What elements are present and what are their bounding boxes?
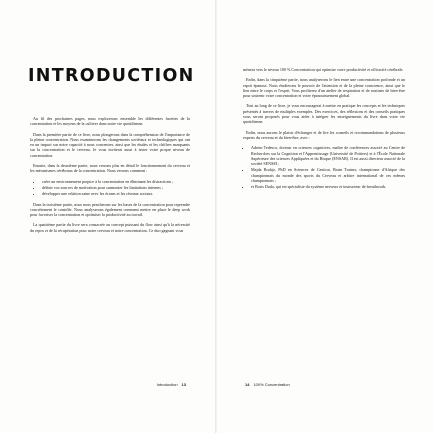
chapter-title: INTRODUCTION [28,66,195,86]
paragraph: Dans la première partie de ce livre, nous plongerons dans la compréhension de l'importance de la pleine concentration. Nous examinerons les changements sociétaux et technologiques qui ont eu un impact sur notre capacité à nous concentrer, ainsi que les études et les chiffres marquants sur la concentration et le cerveau. Je vous inviterai aussi à tester votre propre niveau de concentration. [30,131,190,158]
page-footer [241,382,290,387]
running-footer-label: 100% Concentration [253,382,290,387]
paragraph: mènera vers le niveau 100 % Concentration qui optimise votre productivité et efficacité cérébrale. [243,67,404,72]
list-item: • et Boris Duda, qui est spécialiste du système nerveux et instructeur de breathwork. [251,184,405,189]
list-item: • Majda Brahjo, PhD en Sciences de Gestion, Brain Trainer, championne d'Afrique des championnats du monde des sports du Cerveau et arbitre international de ces mêmes championnats ; [251,167,405,183]
right-page [217,0,433,433]
page-number: 14 [245,382,250,387]
expert-list [243,145,405,189]
paragraph: Tout au long de ce livre, je vous encouragerai à mettre en pratique les concepts et les techniques présentés à travers de multiples exemples. Des exercices, des réflexions et des conseils pratiques vous seront proposés pour vous aider à intégrer les enseignements du livre dans votre vie quotidienne. [243,103,405,125]
list-item: • créer un environnement propice à la concentration en éliminant les distractions ; [42,179,190,184]
paragraph: La quatrième partie du livre sera consacrée au concept puissant du flow ainsi qu'à la nécessité du repos et de la récupération pour notre cerveau et notre concentration. Ce duo gagnant vous [30,222,190,233]
page-number: 13 [181,382,186,387]
right-page-text [243,67,405,195]
paragraph: Ensuite, dans la deuxième partie, nous verrons plus en détail le fonctionnement du cerveau et les mécanismes cérébraux de la concentration. Nous verrons comment : [30,163,190,174]
paragraph: Au fil des prochaines pages, nous explorerons ensemble les différentes facettes de la concentration et les moyens de la cultiver dans notre vie quotidienne. [30,116,190,127]
bullet-list [30,179,190,197]
paragraph: Dans la troisième partie, nous nous pencherons sur les bases de la concentration pour reprendre concrètement le contrôle. Nous analyserons également comment mettre en place le deep work pour favoriser la concentration et optimiser la productivité au travail. [30,201,190,218]
list-item: • définir vos sources de motivation pour surmonter les limitations internes ; [42,185,190,190]
left-page-text [30,116,190,238]
list-item: • développer une relation saine avec les écrans et les réseaux sociaux. [42,191,190,196]
left-page [0,0,216,433]
paragraph: Enfin, nous aurons le plaisir d'échanger et de lire les conseils et recommandations de plusieurs experts du cerveau et du bien-être, avec : [243,129,405,140]
page-footer [157,382,190,387]
list-item: • Adrien Tedesco, docteur en sciences cognitives, maître de conférences associé au Centre de Recherches sur la Cognition et l'Apprentissage (Université de Poitiers) et à l'École Nationale Supérieure des sciences Appliquées et du Risque (ENSAR). Il est aussi directeur associé de la société SENSEI ; [251,145,405,166]
paragraph: Enfin, dans la cinquième partie, nous analyserons le lien entre une concentration profonde et un esprit épanoui. Nous étudierons le pouvoir de l'attention et de la pleine conscience, ainsi que le lien entre le corps et l'esprit. Vous profiterez d'un atelier de respiration et de routines de bien-être pour soutenir votre concentration et votre épanouissement global. [243,77,405,99]
running-footer-label: Introduction [156,382,178,387]
